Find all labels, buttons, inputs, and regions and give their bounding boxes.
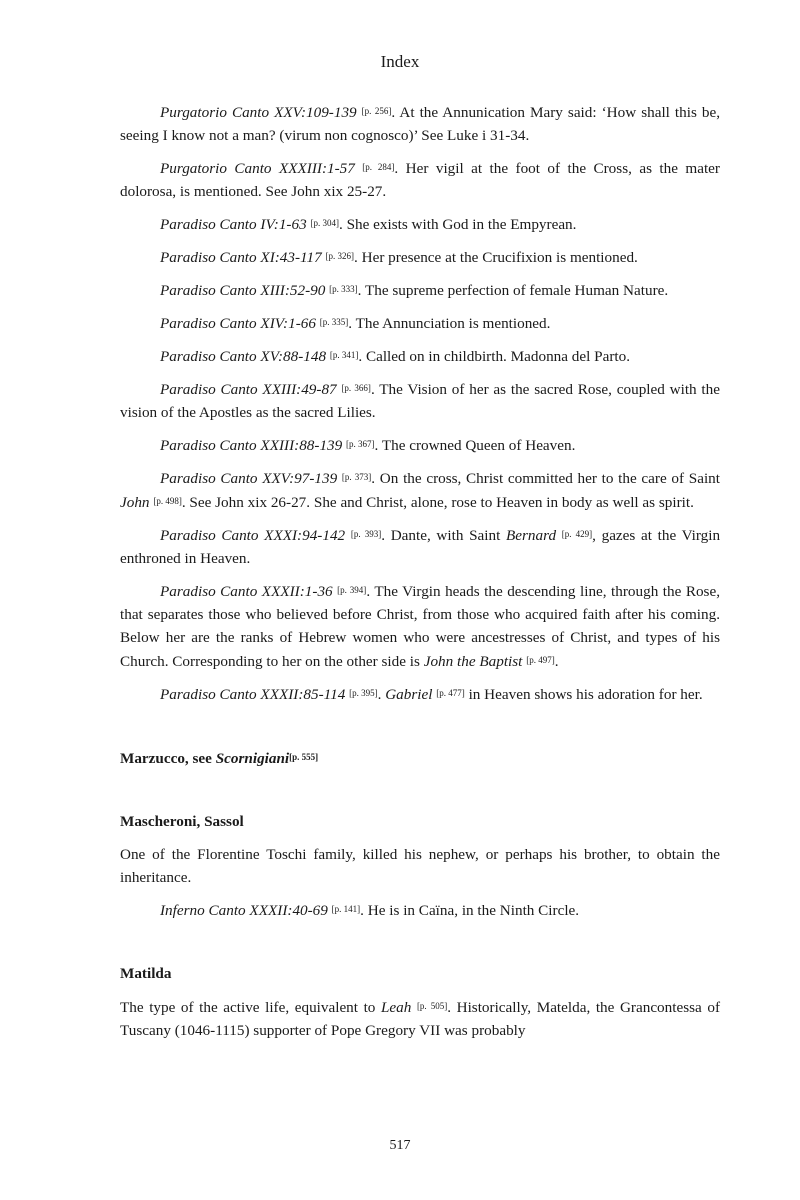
index-entry (120, 212, 720, 236)
index-entry (120, 377, 720, 424)
page-ref[interactable]: [p. 555] (289, 752, 319, 762)
canto-reference[interactable]: Paradiso Canto XV:88-148 (160, 348, 327, 365)
entry-text: . (554, 653, 559, 670)
page-ref[interactable]: [p. 367] (346, 439, 375, 449)
canto-reference[interactable]: Paradiso Canto XXXII:85-114 (160, 686, 346, 703)
page-ref[interactable]: [p. 394] (337, 585, 367, 595)
page-ref[interactable]: [p. 498] (153, 496, 182, 506)
index-heading: Matilda (120, 965, 172, 982)
entry-text: . Her vigil at the foot of the Cross, as the mater dolorosa, is mentioned. See John xix 25-27. (120, 160, 720, 200)
page-ref[interactable]: [p. 477] (436, 688, 465, 698)
entry-text: . She exists with God in the Empyrean. (338, 216, 577, 233)
page-ref[interactable]: [p. 304] (310, 218, 339, 228)
page-ref[interactable]: [p. 393] (350, 529, 382, 539)
name-link[interactable]: Bernard (506, 527, 557, 544)
name-link[interactable]: John the Baptist (423, 653, 523, 670)
entry-text: . Dante, with Saint (381, 527, 506, 544)
canto-reference[interactable]: Paradiso Canto XI:43-117 (160, 249, 322, 266)
index-entry (120, 523, 720, 570)
entry-text: . At the Annunication Mary said: ‘How shall this be, seeing I know not a man? (virum non cognosco)’ See Luke i 31-34. (120, 104, 721, 144)
page-ref[interactable]: [p. 395] (349, 688, 378, 698)
entry-description (120, 995, 720, 1042)
index-entry (120, 156, 720, 203)
page-ref[interactable]: [p. 497] (526, 655, 555, 665)
canto-reference[interactable]: Paradiso Canto XXIII:88-139 (160, 437, 343, 454)
entry-text: . The crowned Queen of Heaven. (374, 437, 576, 454)
page-ref[interactable]: [p. 373] (341, 472, 372, 482)
entry-text: . Historically, Matelda, the Grancontessa of Tuscany (1046-1115) supporter of Pope Gregory VII was probably (120, 999, 721, 1039)
entry-text: in Heaven shows his adoration for her. (464, 686, 703, 703)
canto-reference[interactable]: Paradiso Canto XIV:1-66 (160, 315, 316, 332)
canto-reference[interactable]: Purgatorio Canto XXV:109-139 (160, 104, 357, 121)
canto-reference[interactable]: Inferno Canto XXXII:40-69 (160, 902, 328, 919)
canto-reference[interactable]: Purgatorio Canto XXXIII:1-57 (160, 160, 355, 177)
entry-text: . Called on in childbirth. Madonna del Parto. (358, 348, 631, 365)
index-body (120, 100, 720, 1051)
page-ref[interactable]: [p. 256] (361, 106, 392, 116)
index-section-marzucco (120, 746, 720, 770)
page-ref[interactable]: [p. 141] (331, 904, 361, 914)
index-entry (120, 433, 720, 457)
page-ref[interactable]: [p. 335] (319, 317, 349, 327)
page-ref[interactable]: [p. 505] (416, 1001, 448, 1011)
entry-text: . The supreme perfection of female Human Nature. (357, 282, 669, 299)
index-heading (120, 746, 720, 770)
index-section-matilda (120, 962, 720, 1042)
running-header: Index (380, 52, 420, 71)
page-ref[interactable]: [p. 333] (329, 284, 358, 294)
name-link[interactable]: John (120, 494, 150, 511)
page-ref[interactable]: [p. 326] (325, 251, 355, 261)
index-entry (120, 278, 720, 302)
heading-label: Marzucco, see (120, 750, 216, 767)
canto-reference[interactable]: Paradiso Canto XIII:52-90 (160, 282, 326, 299)
canto-reference[interactable]: Paradiso Canto XXXII:1-36 (160, 583, 333, 600)
page-number: 517 (389, 1138, 411, 1153)
entry-text: The type of the active life, equivalent to (120, 999, 381, 1016)
entry-description: One of the Florentine Toschi family, killed his nephew, or perhaps his brother, to obtain the inheritance. (120, 846, 720, 886)
canto-reference[interactable]: Paradiso Canto XXXI:94-142 (160, 527, 346, 544)
cross-reference-link[interactable]: Scornigiani (215, 750, 290, 767)
index-entry (120, 466, 720, 514)
page-ref[interactable]: [p. 366] (341, 383, 371, 393)
index-entry (120, 344, 720, 368)
index-section-mascheroni (120, 810, 720, 922)
entry-text: . See John xix 26-27. She and Christ, alone, rose to Heaven in body as well as spirit. (181, 494, 694, 511)
name-link[interactable]: Gabriel (385, 686, 433, 703)
index-entry (120, 311, 720, 335)
entry-text: , gazes at the Virgin enthroned in Heaven. (120, 527, 721, 567)
index-entry (120, 898, 720, 922)
entry-text: . The Virgin heads the descending line, through the Rose, that separates those who believed before Christ, from those who acquired faith after his coming. Below her are the ranks of Hebrew women who were ancestresses of Christ, and types of his Church. Corresponding to her on the other side is (120, 583, 720, 670)
entry-text: . (377, 686, 386, 703)
index-entry (120, 100, 720, 147)
index-entry (120, 682, 720, 706)
page-ref[interactable]: [p. 284] (362, 162, 395, 172)
page-ref[interactable]: [p. 429] (561, 529, 593, 539)
entry-text: . Her presence at the Crucifixion is mentioned. (354, 249, 638, 266)
index-heading: Mascheroni, Sassol (120, 813, 244, 830)
entry-text: . The Annunciation is mentioned. (348, 315, 551, 332)
canto-reference[interactable]: Paradiso Canto XXIII:49-87 (160, 381, 337, 398)
index-entry (120, 245, 720, 269)
canto-reference[interactable]: Paradiso Canto IV:1-63 (160, 216, 307, 233)
page-ref[interactable]: [p. 341] (329, 350, 359, 360)
canto-reference[interactable]: Paradiso Canto XXV:97-139 (160, 470, 338, 487)
index-entry (120, 579, 720, 673)
name-link[interactable]: Leah (380, 999, 412, 1016)
entry-text: . On the cross, Christ committed her to the care of Saint (371, 470, 720, 487)
entry-text: . The Vision of her as the sacred Rose, coupled with the vision of the Apostles as the sacred Lilies. (120, 381, 720, 421)
entry-text: . He is in Caïna, in the Ninth Circle. (360, 902, 580, 919)
